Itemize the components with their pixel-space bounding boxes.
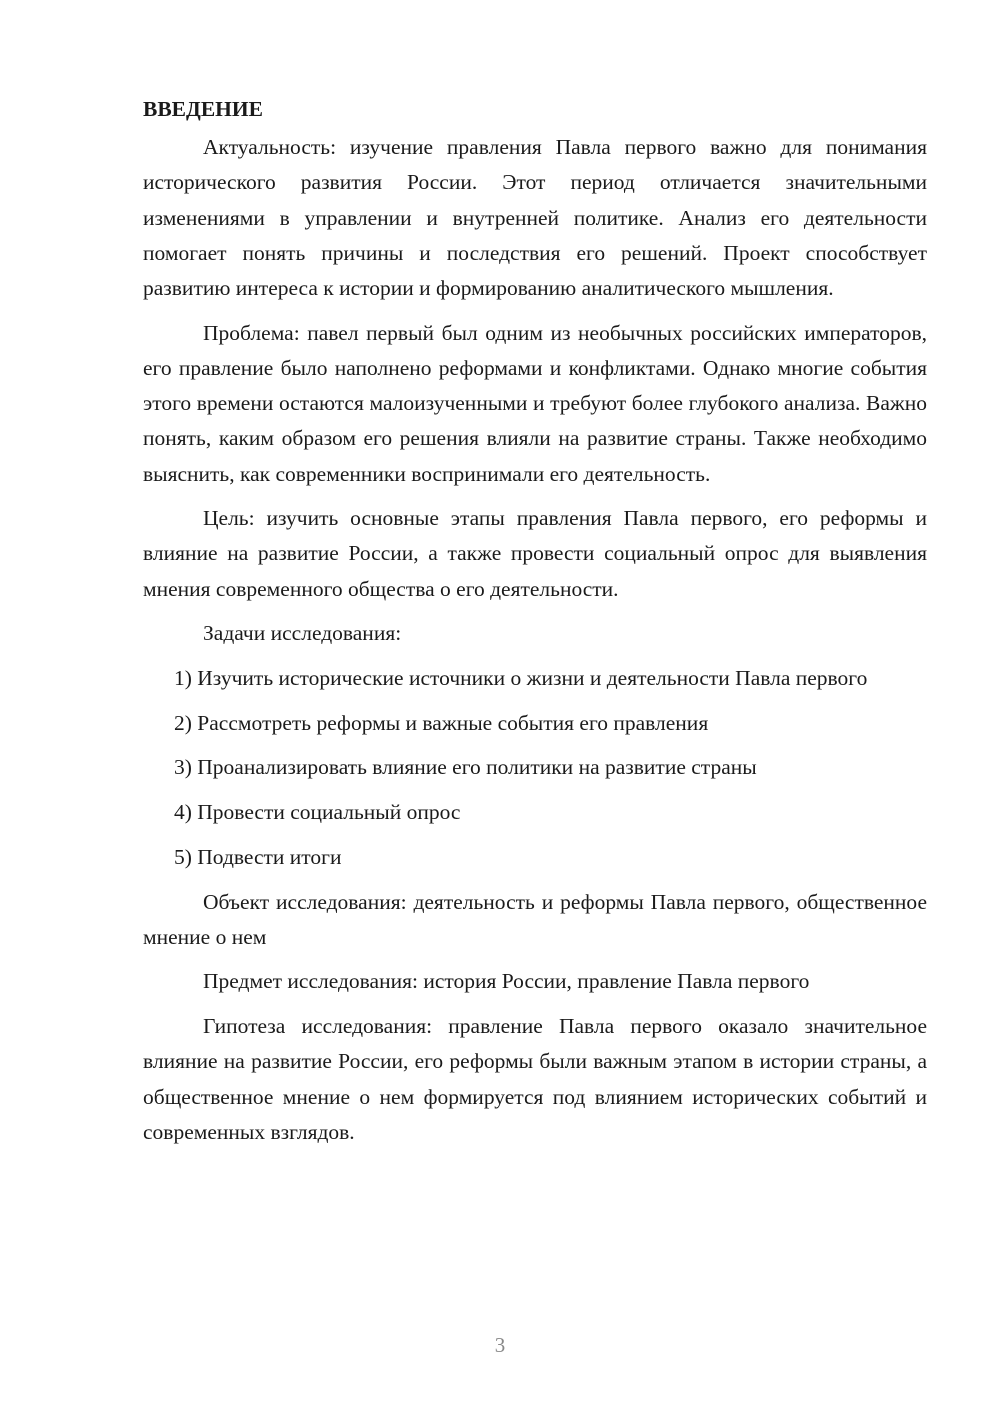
hypothesis-paragraph: Гипотеза исследования: правление Павла первого оказало значительное влияние на развитие России, его реформы были важным этапом в истории страны, а общественное мнение о нем формируется под влиянием исторических событий и современных взглядов. bbox=[143, 1014, 927, 1144]
object-paragraph: Объект исследования: деятельность и реформы Павла первого, общественное мнение о нем bbox=[143, 889, 927, 949]
tasks-heading: Задачи исследования: bbox=[203, 621, 402, 646]
list-item: 3) Проанализировать влияние его политики на развитие страны bbox=[174, 755, 757, 780]
list-item: 2) Рассмотреть реформы и важные события его правления bbox=[174, 710, 709, 735]
page-title: ВВЕДЕНИЕ bbox=[143, 97, 263, 121]
page-number: 3 bbox=[494, 1333, 506, 1357]
relevance-paragraph: Актуальность: изучение правления Павла первого важно для понимания исторического развития России. Этот период отличается значительными изменениями в управлении и внутренней политике. Анализ его деятельности помогает понять причины и последствия его решений. Проект способствует развитию интереса к истории и формированию аналитического мышления. bbox=[143, 135, 927, 301]
tasks-list bbox=[143, 661, 927, 875]
goal-paragraph: Цель: изучить основные этапы правления Павла первого, его реформы и влияние на развитие России, а также провести социальный опрос для выявления мнения современного общества о его деятельности. bbox=[143, 506, 927, 601]
problem-paragraph: Проблема: павел первый был одним из необычных российских императоров, его правление было наполнено реформами и конфликтами. Однако многие события этого времени остаются малоизученными и требуют более глубокого анализа. Важно понять, каким образом его решения влияли на развитие страны. Также необходимо выяснить, как современники воспринимали его деятельность. bbox=[143, 320, 927, 486]
subject-paragraph: Предмет исследования: история России, правление Павла первого bbox=[203, 969, 810, 994]
list-item: 4) Провести социальный опрос bbox=[174, 800, 461, 825]
list-item: 1) Изучить исторические источники о жизни и деятельности Павла первого bbox=[174, 666, 868, 691]
list-item: 5) Подвести итоги bbox=[174, 844, 342, 869]
document-page bbox=[143, 92, 927, 1159]
